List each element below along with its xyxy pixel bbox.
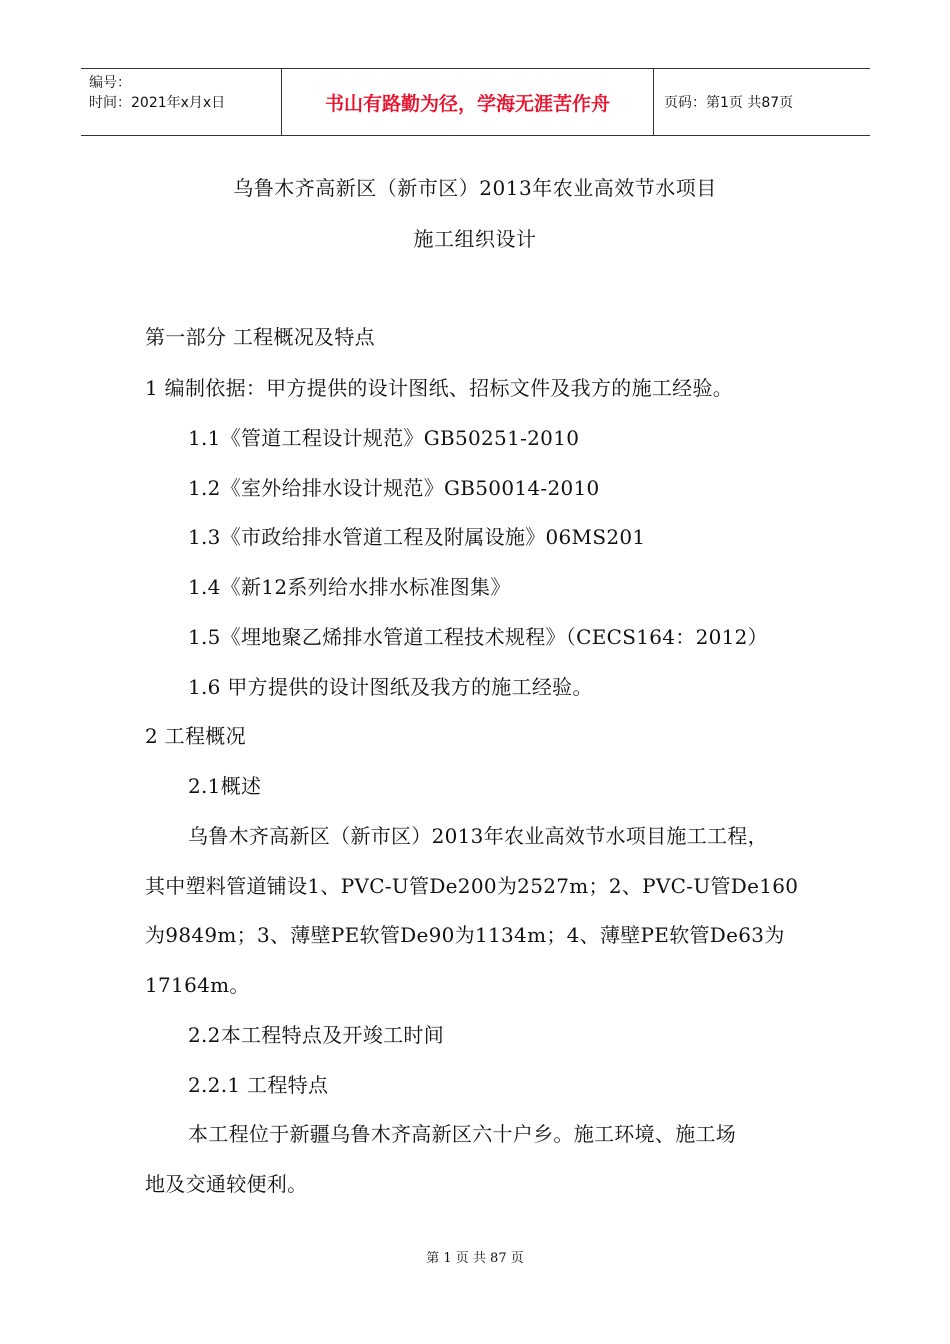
overview-paragraph-line: 乌鲁木齐高新区（新市区）2013年农业高效节水项目施工工程，	[188, 824, 768, 848]
overview-subheading: 2.1概述	[188, 774, 262, 798]
header-page-info: 页码：第1页 共87页	[664, 95, 794, 111]
document-title-line2: 施工组织设计	[413, 227, 537, 251]
overview-paragraph-line: 17164m。	[145, 973, 250, 997]
features-paragraph-line: 地及交通较便利。	[145, 1172, 308, 1196]
features-paragraph-line: 本工程位于新疆乌鲁木齐高新区六十户乡。施工环境、施工场	[188, 1122, 737, 1146]
header-motto: 书山有路勤为径，学海无涯苦作舟	[281, 69, 654, 135]
basis-item: 1.2《室外给排水设计规范》GB50014-2010	[188, 476, 600, 500]
document-date: 时间：2021年x月x日	[89, 95, 226, 111]
basis-item: 1.5《埋地聚乙烯排水管道工程技术规程》（CECS164：2012）	[188, 625, 768, 649]
header-table	[81, 68, 870, 136]
basis-item: 1.1《管道工程设计规范》GB50251-2010	[188, 426, 580, 450]
features-subheading: 2.2.1 工程特点	[188, 1073, 329, 1097]
document-title-line1: 乌鲁木齐高新区（新市区）2013年农业高效节水项目	[233, 176, 717, 200]
overview-paragraph-line: 为9849m；3、薄壁PE软管De90为1134m；4、薄壁PE软管De63为	[145, 923, 785, 947]
features-heading: 2.2本工程特点及开竣工时间	[188, 1023, 445, 1047]
overview-paragraph-line: 其中塑料管道铺设1、PVC-U管De200为2527m；2、PVC-U管De160	[145, 874, 799, 898]
header-meta	[81, 69, 281, 135]
basis-item: 1.4《新12系列给水排水标准图集》	[188, 575, 511, 599]
basis-heading: 1 编制依据：甲方提供的设计图纸、招标文件及我方的施工经验。	[145, 376, 734, 400]
document-number-label: 编号：	[89, 75, 131, 91]
overview-heading: 2 工程概况	[145, 724, 246, 748]
basis-item: 1.6 甲方提供的设计图纸及我方的施工经验。	[188, 675, 593, 699]
page-footer: 第 1 页 共 87 页	[426, 1251, 524, 1266]
basis-item: 1.3《市政给排水管道工程及附属设施》06MS201	[188, 525, 646, 549]
part-heading: 第一部分 工程概况及特点	[145, 325, 375, 349]
